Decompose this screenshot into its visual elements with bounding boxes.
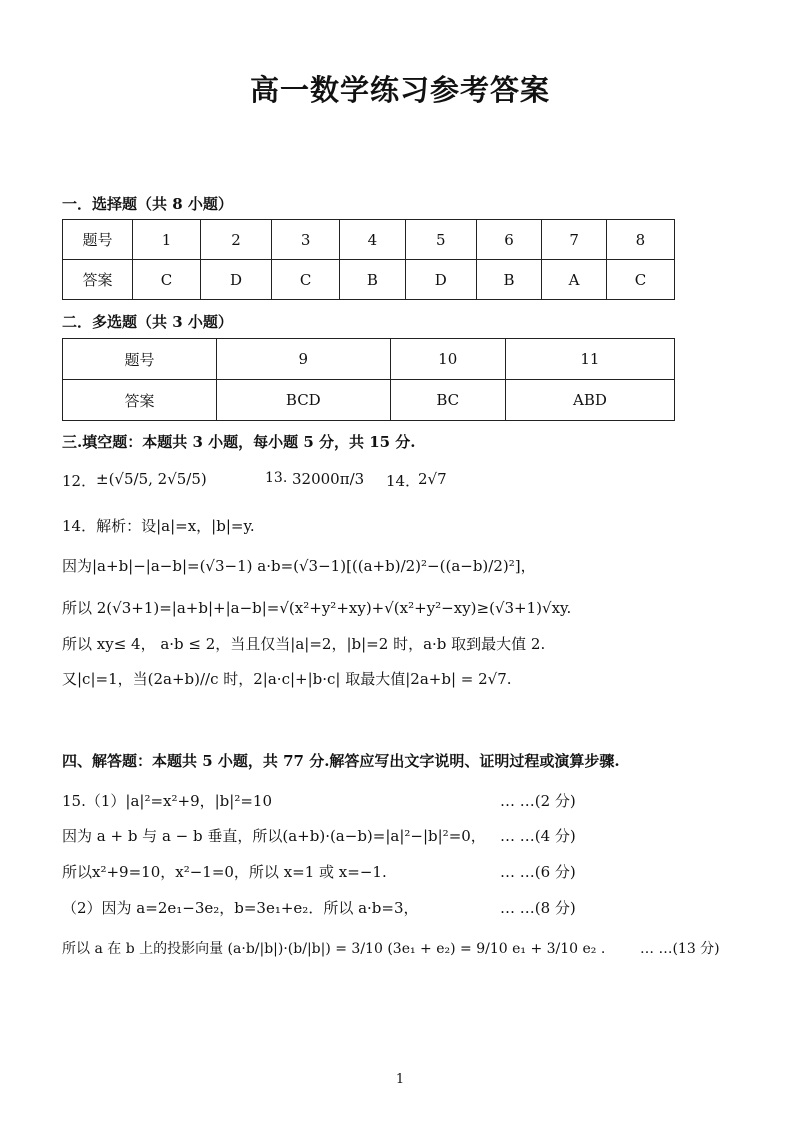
page-number: 1 <box>395 1072 405 1087</box>
page-title: 高一数学练习参考答案 <box>249 73 550 107</box>
section3-heading: 三.填空题：本题共 3 小题，每小题 5 分，共 15 分. <box>62 433 416 451</box>
cell-number: 9 <box>217 339 391 380</box>
q12-label: 12． <box>62 472 97 490</box>
cell-number: 8 <box>606 220 674 260</box>
cell-number: 7 <box>542 220 607 260</box>
cell-answer: C <box>272 260 340 300</box>
choice-answer-table <box>62 219 675 300</box>
row-header-number: 题号 <box>63 339 217 380</box>
table-row-answers <box>63 380 675 421</box>
answer-line: 所以 a 在 b 上的投影向量 (a·b/|b|)·(b/|b|) = 3/10 (3e₁ + e₂) = 9/10 e₁ + 3/10 e₂ . <box>62 941 606 957</box>
multi-choice-answer-table <box>62 338 675 421</box>
section2-heading: 二．多选题（共 3 小题） <box>62 313 233 331</box>
solution-line: 所以 xy≤ 4， a·b ≤ 2，当且仅当|a|=2，|b|=2 时，a·b 取到最大值 2. <box>62 635 546 653</box>
q13-answer: 32000π/3 <box>292 470 365 488</box>
cell-number: 3 <box>272 220 340 260</box>
cell-answer: B <box>476 260 542 300</box>
answer-line: 15.（1）|a|²=x²+9，|b|²=10 <box>62 792 272 810</box>
answer-line: 因为 a + b 与 a − b 垂直，所以(a+b)·(a−b)=|a|²−|b|²=0， <box>62 827 486 845</box>
cell-number: 5 <box>405 220 476 260</box>
score-marker: … …(4 分) <box>500 827 576 845</box>
cell-answer: C <box>606 260 674 300</box>
cell-answer: C <box>133 260 201 300</box>
cell-answer: D <box>201 260 272 300</box>
score-marker: … …(13 分) <box>640 941 720 957</box>
cell-answer: BCD <box>217 380 391 421</box>
score-marker: … …(8 分) <box>500 899 576 917</box>
solution-line: 因为|a+b|−|a−b|=(√3−1) a·b=(√3−1)[((a+b)/2)²−((a−b)/2)²]， <box>62 557 536 575</box>
q14-label: 14． <box>386 472 421 490</box>
cell-number: 4 <box>340 220 406 260</box>
table-row-answers <box>63 260 675 300</box>
score-marker: … …(6 分) <box>500 863 576 881</box>
cell-answer: B <box>340 260 406 300</box>
solution-line: 所以 2(√3+1)=|a+b|+|a−b|=√(x²+y²+xy)+√(x²+y²−xy)≥(√3+1)√xy. <box>62 599 572 617</box>
cell-answer: A <box>542 260 607 300</box>
cell-number: 11 <box>505 339 674 380</box>
q14-answer: 2√7 <box>418 470 447 488</box>
answer-line: 所以x²+9=10，x²−1=0，所以 x=1 或 x=−1. <box>62 863 387 881</box>
cell-answer: BC <box>390 380 505 421</box>
cell-number: 2 <box>201 220 272 260</box>
table-row-numbers <box>63 339 675 380</box>
row-header-number: 题号 <box>63 220 133 260</box>
q12-answer: ±(√5/5, 2√5/5) <box>96 470 207 488</box>
section1-heading: 一．选择题（共 8 小题） <box>62 195 233 213</box>
row-header-answer: 答案 <box>63 380 217 421</box>
section4-heading: 四、解答题：本题共 5 小题，共 77 分.解答应写出文字说明、证明过程或演算步骤. <box>62 752 620 770</box>
q13-label: 13. <box>265 470 288 486</box>
cell-number: 1 <box>133 220 201 260</box>
solution-line: 14．解析：设|a|=x，|b|=y. <box>62 517 255 535</box>
cell-number: 6 <box>476 220 542 260</box>
cell-answer: ABD <box>505 380 674 421</box>
row-header-answer: 答案 <box>63 260 133 300</box>
table-row-numbers <box>63 220 675 260</box>
answer-line: （2）因为 a=2e₁−3e₂，b=3e₁+e₂．所以 a·b=3， <box>62 899 419 917</box>
cell-answer: D <box>405 260 476 300</box>
score-marker: … …(2 分) <box>500 792 576 810</box>
solution-line: 又|c|=1，当(2a+b)//c 时，2|a·c|+|b·c| 取最大值|2a+b| = 2√7. <box>62 670 512 688</box>
cell-number: 10 <box>390 339 505 380</box>
